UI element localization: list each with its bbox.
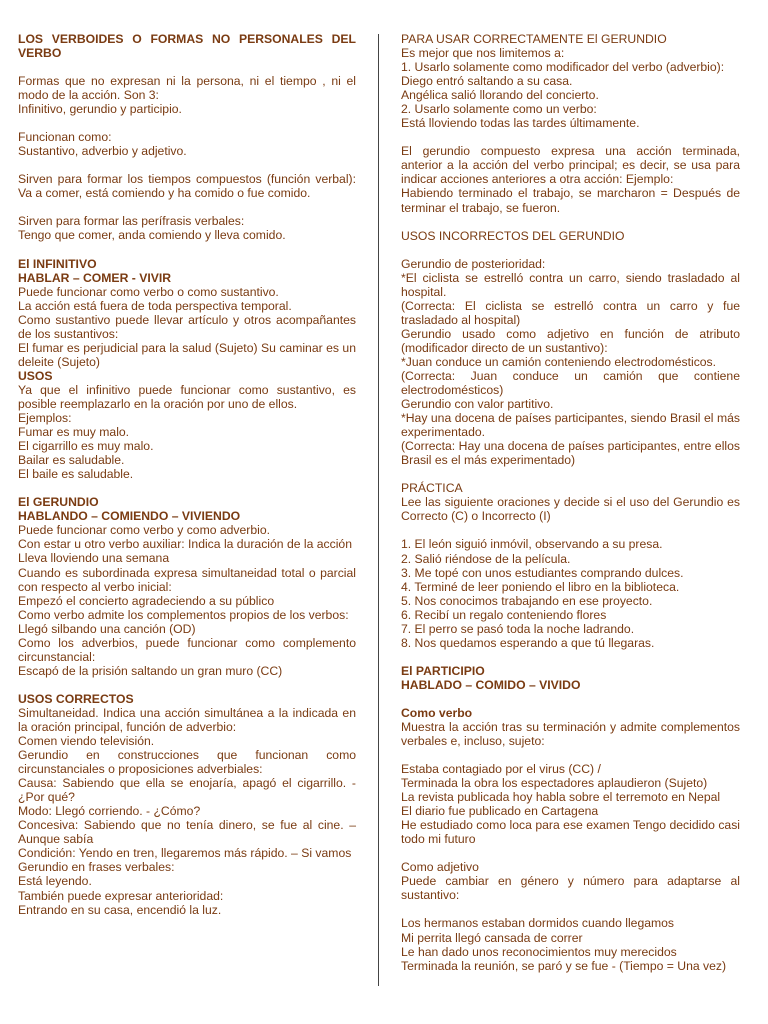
text-line: La acción está fuera de toda perspectiva temporal. <box>18 298 292 313</box>
section-heading: HABLADO – COMIDO – VIVIDO <box>401 677 581 692</box>
text-line: Angélica salió llorando del concierto. <box>401 88 599 103</box>
text-line: Mi perrita llegó cansada de correr <box>401 930 583 945</box>
text-line: Terminada la obra los espectadores aplaudieron (Sujeto) <box>401 776 708 791</box>
section-heading: LOS VERBOIDES O FORMAS NO PERSONALES DEL VERBO <box>18 32 356 61</box>
text-line: (Correcta: Hay una docena de países participantes, entre ellos Brasil es el más experimentado) <box>401 439 740 468</box>
text-line: La revista publicada hoy habla sobre el terremoto en Nepal <box>401 790 721 805</box>
text-line: Cuando es subordinada expresa simultaneidad total o parcial con respecto al verbo inicial: <box>18 565 356 594</box>
text-line: Fumar es muy malo. <box>18 425 130 440</box>
paragraph-spacer <box>18 116 356 130</box>
column-divider <box>378 34 379 986</box>
paragraph-spacer <box>18 158 356 172</box>
section-heading: HABLAR – COMER - VIVIR <box>18 270 172 285</box>
text-line: Gerundio usado como adjetivo en función de atributo (modificador directo de un sustantivo): <box>401 326 740 355</box>
text-line: PRÁCTICA <box>401 481 463 496</box>
text-line: Habiendo terminado el trabajo, se marcharon = Después de terminar el trabajo, se fueron. <box>401 186 740 215</box>
text-line: Gerundio de posterioridad: <box>401 256 546 271</box>
paragraph-spacer <box>401 846 740 860</box>
text-line: *Hay una docena de países participantes, siendo Brasil el más experimentado. <box>401 411 740 440</box>
right-column <box>401 32 740 973</box>
paragraph-spacer <box>401 902 740 916</box>
text-line: 1. El león siguió inmóvil, observando a su presa. <box>401 537 663 552</box>
paragraph-spacer <box>401 130 740 144</box>
section-heading: El GERUNDIO <box>18 495 99 510</box>
text-line: PARA USAR CORRECTAMENTE El GERUNDIO <box>401 32 667 46</box>
text-line: 7. El perro se pasó toda la noche ladrando. <box>401 621 635 636</box>
text-line: Llegó silbando una canción (OD) <box>18 621 196 636</box>
text-line: Estaba contagiado por el virus (CC) / <box>401 762 601 777</box>
text-line: El fumar es perjudicial para la salud (Sujeto) Su caminar es un deleite (Sujeto) <box>18 340 356 369</box>
paragraph-spacer <box>401 748 740 762</box>
text-line: (Correcta: Juan conduce un camión que contiene electrodomésticos) <box>401 368 740 398</box>
paragraph-spacer <box>18 243 356 257</box>
text-line: Comen viendo televisión. <box>18 734 155 749</box>
text-line: Diego entró saltando a su casa. <box>401 74 573 89</box>
text-line: Concesiva: Sabiendo que no tenía dinero, se fue al cine. – Aunque sabía <box>18 818 356 847</box>
text-line: 2. Usarlo solamente como un verbo: <box>401 102 597 117</box>
text-line: El diario fue publicado en Cartagena <box>401 804 599 819</box>
text-line: Causa: Sabiendo que ella se enojaría, apagó el cigarrillo. - ¿Por qué? <box>18 776 356 805</box>
text-line: Como sustantivo puede llevar artículo y otros acompañantes de los sustantivos: <box>18 312 356 341</box>
section-heading: El INFINITIVO <box>18 256 97 271</box>
text-line: Ejemplos: <box>18 411 72 426</box>
text-line: El baile es saludable. <box>18 467 134 482</box>
text-line: Como los adverbios, puede funcionar como complemento circunstancial: <box>18 635 356 664</box>
text-line: Simultaneidad. Indica una acción simultánea a la indicada en la oración principal, función de adverbio: <box>18 705 356 734</box>
text-line: Como verbo admite los complementos propios de los verbos: <box>18 607 349 622</box>
text-line: Formas que no expresan ni la persona, ni el tiempo , ni el modo de la acción. Son 3: <box>18 74 356 103</box>
text-line: 3. Me topé con unos estudiantes comprando dulces. <box>401 565 684 580</box>
text-line: Escapó de la prisión saltando un gran muro (CC) <box>18 663 283 678</box>
text-line: Muestra la acción tras su terminación y admite complementos verbales e, incluso, sujeto: <box>401 719 740 749</box>
text-line: Tengo que comer, anda comiendo y lleva comido. <box>18 228 286 243</box>
section-heading: HABLANDO – COMIENDO – VIVIENDO <box>18 509 241 524</box>
section-heading: USOS <box>18 368 53 383</box>
text-line: 1. Usarlo solamente como modificador del verbo (adverbio): <box>401 60 725 75</box>
text-line: USOS INCORRECTOS DEL GERUNDIO <box>401 228 625 243</box>
text-line: Bailar es saludable. <box>18 453 125 468</box>
text-line: Gerundio con valor partitivo. <box>401 397 554 412</box>
paragraph-spacer <box>18 200 356 214</box>
paragraph-spacer <box>401 692 740 706</box>
paragraph-spacer <box>401 523 740 537</box>
text-line: 6. Recibí un regalo conteniendo flores <box>401 607 607 622</box>
paragraph-spacer <box>401 243 740 257</box>
left-column <box>18 32 356 917</box>
paragraph-spacer <box>401 650 740 664</box>
text-line: 2. Salió riéndose de la película. <box>401 551 571 566</box>
text-line: El cigarrillo es muy malo. <box>18 439 154 454</box>
text-line: Funcionan como: <box>18 130 112 145</box>
text-line: 8. Nos quedamos esperando a que tú llegaras. <box>401 635 655 650</box>
text-line: Terminada la reunión, se paró y se fue - (Tiempo = Una vez) <box>401 958 727 973</box>
paragraph-spacer <box>18 481 356 495</box>
text-line: Entrando en su casa, encendió la luz. <box>18 902 222 917</box>
paragraph-spacer <box>18 678 356 692</box>
text-line: Infinitivo, gerundio y participio. <box>18 102 182 117</box>
section-heading: El PARTICIPIO <box>401 663 485 678</box>
section-heading: Como verbo <box>401 705 473 720</box>
text-line: Sirven para formar las perífrasis verbales: <box>18 214 245 229</box>
text-line: (Correcta: El ciclista se estrelló contra un carro y fue trasladado al hospital) <box>401 298 740 327</box>
text-line: Empezó el concierto agradeciendo a su público <box>18 593 275 608</box>
text-line: El gerundio compuesto expresa una acción terminada, anterior a la acción del verbo principal; es decir, se usa para indicar acciones anteriores a otra acción: Ejemplo: <box>401 144 740 187</box>
text-line: 4. Terminé de leer poniendo el libro en la biblioteca. <box>401 579 680 594</box>
text-line: Modo: Llegó corriendo. - ¿Cómo? <box>18 804 201 819</box>
text-line: Puede funcionar como verbo y como adverbio. <box>18 523 271 538</box>
text-line: Los hermanos estaban dormidos cuando llegamos <box>401 916 675 931</box>
text-line: Ya que el infinitivo puede funcionar como sustantivo, es posible reemplazarlo en la oración por uno de ellos. <box>18 382 356 411</box>
text-line: He estudiado como loca para ese examen Tengo decidido casi todo mi futuro <box>401 818 740 847</box>
text-line: Puede funcionar como verbo o como sustantivo. <box>18 284 279 299</box>
text-line: Puede cambiar en género y número para adaptarse al sustantivo: <box>401 874 740 903</box>
text-line: También puede expresar anterioridad: <box>18 888 224 903</box>
text-line: Gerundio en frases verbales: <box>18 860 175 875</box>
text-line: Es mejor que nos limitemos a: <box>401 46 565 61</box>
section-heading: USOS CORRECTOS <box>18 691 134 706</box>
text-line: Está lloviendo todas las tardes últimamente. <box>401 116 640 131</box>
text-line: Sirven para formar los tiempos compuestos (función verbal): Va a comer, está comiendo y ha comido o fue comido. <box>18 172 356 201</box>
text-line: *El ciclista se estrelló contra un carro, siendo trasladado al hospital. <box>401 270 740 299</box>
text-line: Está leyendo. <box>18 874 92 889</box>
text-line: Le han dado unos reconocimientos muy merecidos <box>401 944 677 959</box>
text-line: Sustantivo, adverbio y adjetivo. <box>18 144 187 159</box>
text-line: *Juan conduce un camión conteniendo electrodomésticos. <box>401 354 717 369</box>
paragraph-spacer <box>18 60 356 74</box>
paragraph-spacer <box>401 215 740 229</box>
text-line: Gerundio en construcciones que funcionan como circunstanciales o proposiciones adverbiales: <box>18 748 356 777</box>
text-line: 5. Nos conocimos trabajando en ese proyecto. <box>401 593 653 608</box>
text-line: Como adjetivo <box>401 860 479 875</box>
text-line: Lee las siguiente oraciones y decide si el uso del Gerundio es Correcto (C) o Incorrecto (I) <box>401 495 740 524</box>
text-line: Condición: Yendo en tren, llegaremos más rápido. – Si vamos <box>18 846 352 861</box>
text-line: Lleva lloviendo una semana <box>18 551 170 566</box>
paragraph-spacer <box>401 467 740 481</box>
text-line: Con estar u otro verbo auxiliar: Indica la duración de la acción <box>18 537 352 552</box>
